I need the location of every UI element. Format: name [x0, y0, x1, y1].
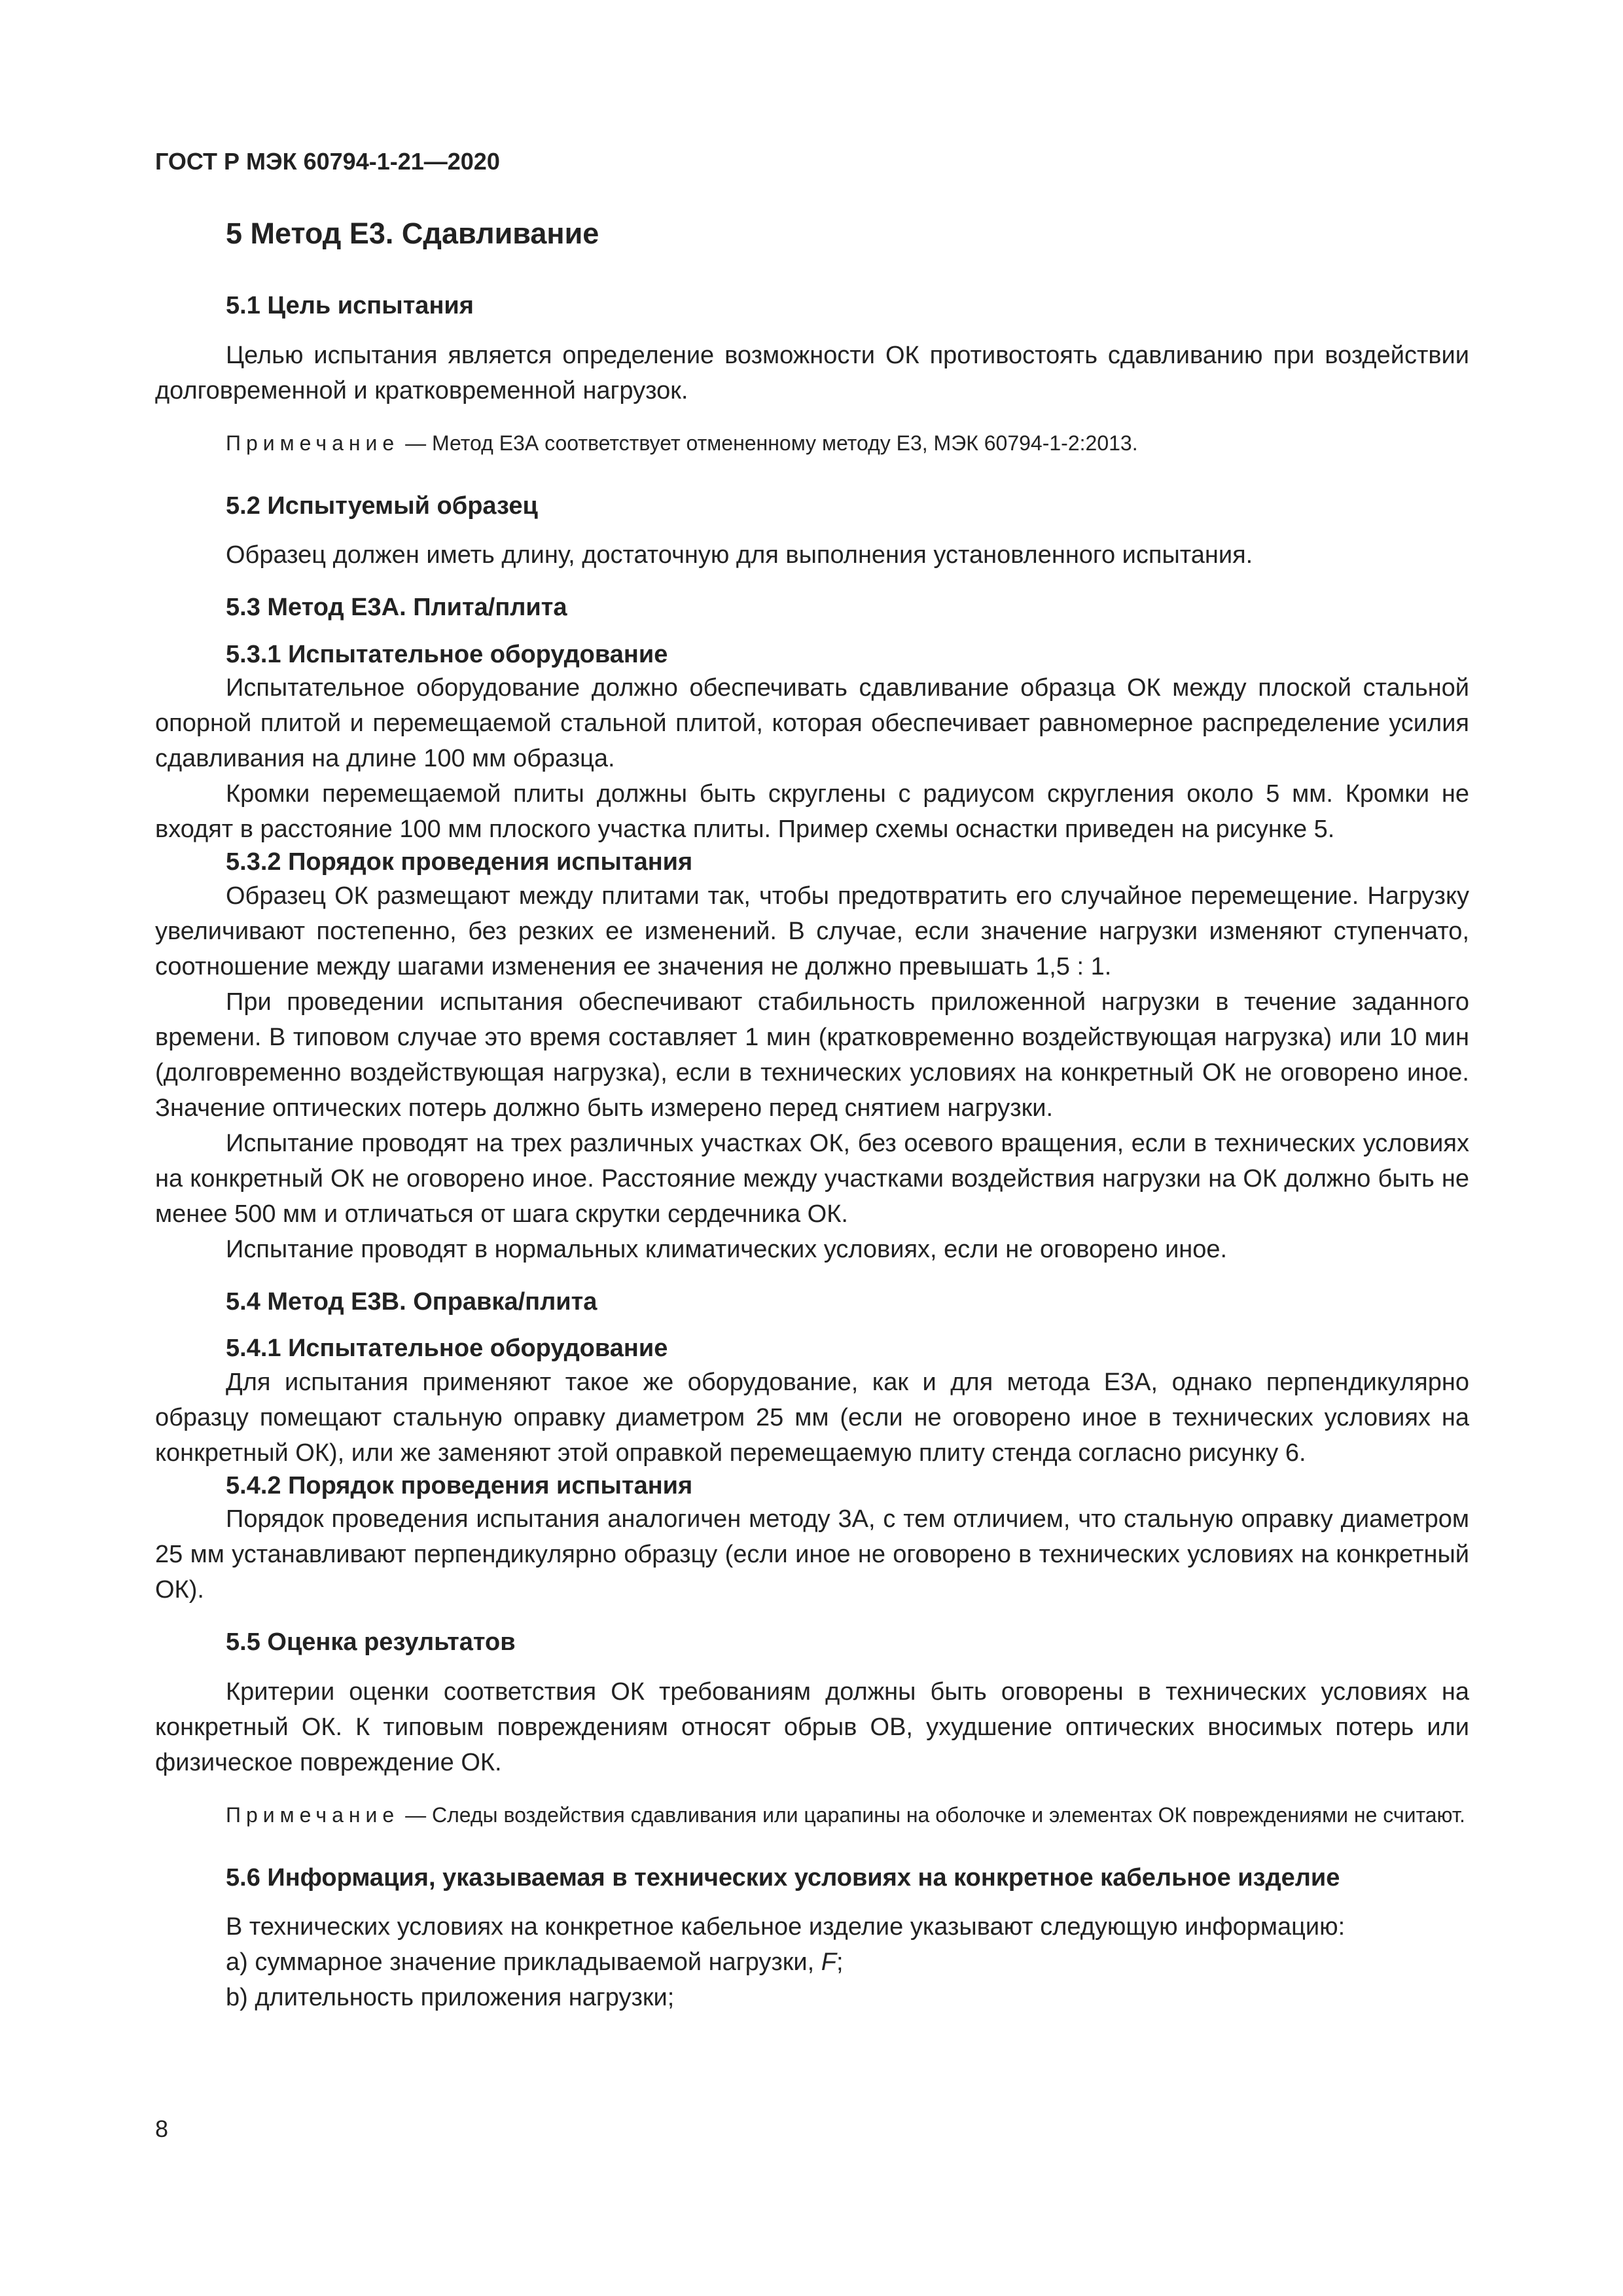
paragraph-5-1: Целью испытания является определение возможности ОК противостоять сдавливанию при воздействии долговременной и кратковременной нагрузок.: [155, 341, 1469, 404]
note-5-1: [155, 428, 1469, 458]
note-text: — Следы воздействия сдавливания или царапины на оболочке и элементах ОК повреждениями не считают.: [399, 1803, 1465, 1827]
paragraph-5-6-intro: В технических условиях на конкретное кабельное изделие указывают следующую информацию:: [226, 1913, 1346, 1941]
heading-5-4: 5.4 Метод Е3В. Оправка/плита: [226, 1287, 597, 1316]
section-title: 5 Метод Е3. Сдавливание: [226, 217, 599, 250]
list-item-a-end: ;: [836, 1948, 844, 1976]
paragraph-5-3-2-a: Образец ОК размещают между плитами так, чтобы предотвратить его случайное перемещение. Нагрузку увеличивают постепенно, без резких ее изменений. В случае, если значение нагрузки изменяют ступенчато, соотношение между шагами изменения ее значения не должно превышать 1,5 : 1.: [155, 882, 1469, 980]
note-text: — Метод Е3А соответствует отмененному методу Е3, МЭК 60794-1-2:2013.: [399, 431, 1138, 455]
paragraph-5-3-2-c: Испытание проводят на трех различных участках ОК, без осевого вращения, если в технических условиях на конкретный ОК не оговорено иное. Расстояние между участками воздействия нагрузки на ОК должно быть не менее 500 мм и отличаться от шага скрутки сердечника ОК.: [155, 1129, 1469, 1228]
paragraph-5-3-1-a: Испытательное оборудование должно обеспечивать сдавливание образца ОК между плоской стальной опорной плитой и перемещаемой стальной плитой, которая обеспечивает равномерное распределение усилия сдавливания на длине 100 мм образца.: [155, 674, 1469, 772]
heading-5-1: 5.1 Цель испытания: [226, 292, 474, 319]
list-item-b: b) длительность приложения нагрузки;: [226, 1984, 675, 2011]
heading-5-3-1: 5.3.1 Испытательное оборудование: [226, 640, 668, 668]
paragraph-5-3-2-d: Испытание проводят в нормальных климатических условиях, если не оговорено иное.: [226, 1235, 1228, 1263]
paragraph-5-3-2-b: При проведении испытания обеспечивают стабильность приложенной нагрузки в течение заданного времени. В типовом случае это время составляет 1 мин (кратковременно воздействующая нагрузка) или 10 мин (долговременно воздействующая нагрузка), если в технических условиях на конкретный ОК не оговорено иное. Значение оптических потерь должно быть измерено перед снятием нагрузки.: [155, 988, 1469, 1122]
heading-5-4-2: 5.4.2 Порядок проведения испытания: [226, 1471, 693, 1499]
paragraph-5-4-2: Порядок проведения испытания аналогичен методу 3А, с тем отличием, что стальную оправку диаметром 25 мм устанавливают перпендикулярно образцу (если иное не оговорено в технических условиях на конкретный ОК).: [155, 1505, 1469, 1604]
heading-5-4-1: 5.4.1 Испытательное оборудование: [226, 1335, 668, 1362]
heading-5-3-2: 5.3.2 Порядок проведения испытания: [226, 848, 693, 876]
paragraph-5-5: Критерии оценки соответствия ОК требованиям должны быть оговорены в технических условиях на конкретный ОК. К типовым повреждениям относят обрыв ОВ, ухудшение оптических вносимых потерь или физическое повреждение ОК.: [155, 1677, 1469, 1776]
list-item-a: [155, 1945, 1469, 1980]
document-code: ГОСТ Р МЭК 60794-1-21—2020: [155, 148, 500, 175]
heading-5-3: 5.3 Метод Е3А. Плита/плита: [226, 594, 567, 621]
paragraph-5-2: Образец должен иметь длину, достаточную для выполнения установленного испытания.: [226, 541, 1253, 569]
paragraph-5-4-1: Для испытания применяют такое же оборудование, как и для метода Е3А, однако перпендикулярно образцу помещают стальную оправку диаметром 25 мм (если не оговорено иное в технических условиях на конкретный ОК), или же заменяют этой оправкой перемещаемую плиту стенда согласно рисунку 6.: [155, 1368, 1469, 1467]
note-label: Примечание: [226, 1803, 400, 1827]
variable-f: F: [821, 1948, 836, 1976]
note-label: Примечание: [226, 431, 400, 455]
heading-5-6: 5.6 Информация, указываемая в технических условиях на конкретное кабельное изделие: [226, 1863, 1340, 1892]
heading-5-2: 5.2 Испытуемый образец: [226, 492, 538, 520]
document-body: [155, 216, 1469, 2015]
list-item-a-text: а) суммарное значение прикладываемой нагрузки,: [226, 1948, 821, 1976]
heading-5-5: 5.5 Оценка результатов: [226, 1628, 516, 1656]
note-5-5: [155, 1800, 1469, 1830]
page-number: 8: [155, 2115, 169, 2142]
paragraph-5-3-1-b: Кромки перемещаемой плиты должны быть скруглены с радиусом скругления около 5 мм. Кромки не входят в расстояние 100 мм плоского участка плиты. Пример схемы оснастки приведен на рисунке 5.: [155, 780, 1469, 843]
